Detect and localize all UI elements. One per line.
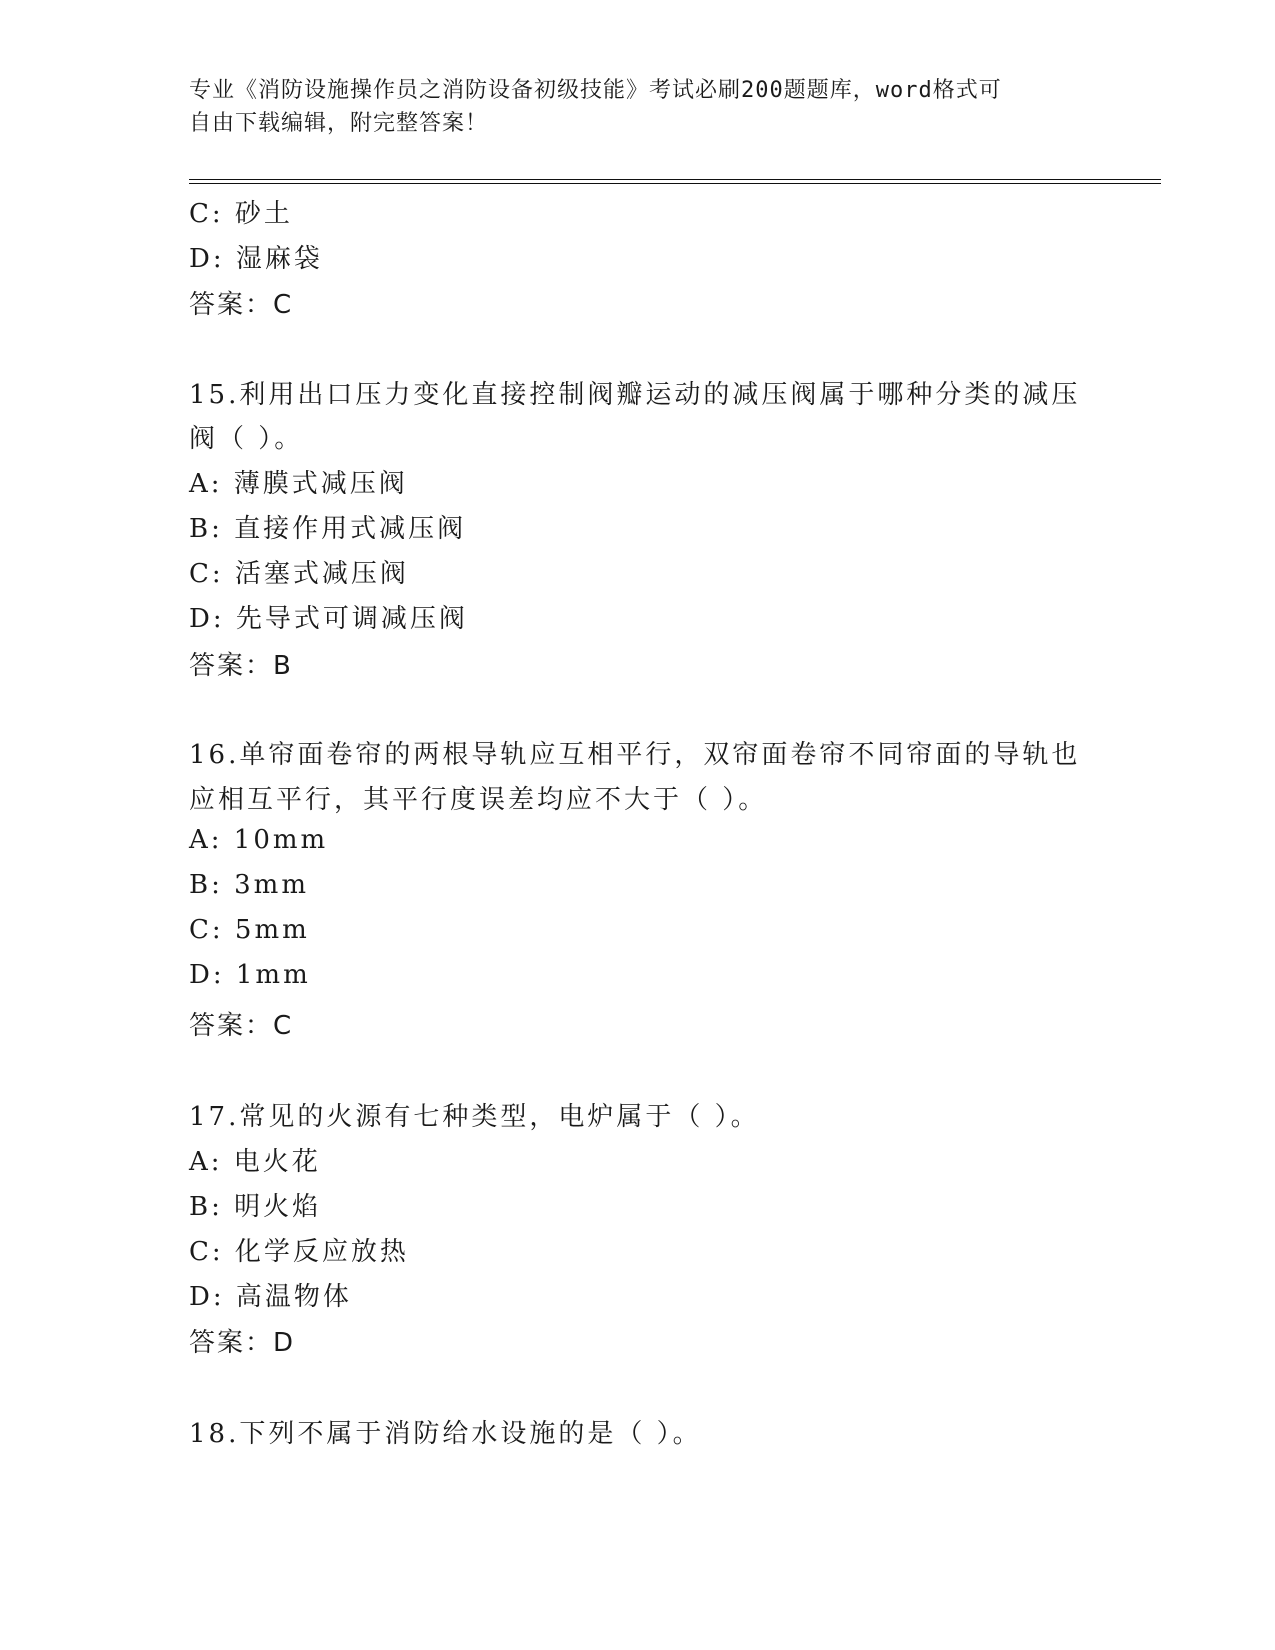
q15-stem-line-2: 阀（ ）。 <box>189 424 304 454</box>
q16-option-a: A: 10mm <box>189 825 329 855</box>
document-header <box>189 74 1089 140</box>
header-divider-top <box>189 179 1161 180</box>
header-line-2: 自由下载编辑，附完整答案！ <box>189 111 489 136</box>
q17-stem-line-1: 17.常见的火源有七种类型，电炉属于（ ）。 <box>189 1102 760 1132</box>
q17-answer: 答案：D <box>189 1328 296 1358</box>
q16-stem-line-2: 应相互平行，其平行度误差均应不大于（ ）。 <box>189 785 768 815</box>
q15-option-d: D: 先导式可调减压阀 <box>189 604 468 634</box>
q17-option-a: A: 电火花 <box>189 1147 321 1177</box>
header-divider-bottom <box>189 183 1161 184</box>
q16-option-c: C: 5mm <box>189 915 310 945</box>
q16-answer: 答案：C <box>189 1011 294 1041</box>
q15-answer: 答案：B <box>189 651 293 681</box>
q14-answer: 答案：C <box>189 290 294 320</box>
q16-option-b: B: 3mm <box>189 870 309 900</box>
q16-option-d: D: 1mm <box>189 960 311 990</box>
header-line-1: 专业《消防设施操作员之消防设备初级技能》考试必刷200题题库，word格式可 <box>189 78 1002 103</box>
q15-option-c: C: 活塞式减压阀 <box>189 559 409 589</box>
q15-stem-line-1: 15.利用出口压力变化直接控制阀瓣运动的减压阀属于哪种分类的减压 <box>189 380 1081 410</box>
q17-option-d: D: 高温物体 <box>189 1282 352 1312</box>
q17-option-b: B: 明火焰 <box>189 1192 322 1222</box>
q14-option-c: C: 砂土 <box>189 199 293 229</box>
q14-option-d: D: 湿麻袋 <box>189 244 323 274</box>
q17-option-c: C: 化学反应放热 <box>189 1237 409 1267</box>
q16-stem-line-1: 16.单帘面卷帘的两根导轨应互相平行，双帘面卷帘不同帘面的导轨也 <box>189 740 1081 770</box>
q15-option-b: B: 直接作用式减压阀 <box>189 514 467 544</box>
q18-stem-line-1: 18.下列不属于消防给水设施的是（ ）。 <box>189 1419 702 1449</box>
q15-option-a: A: 薄膜式减压阀 <box>189 469 408 499</box>
